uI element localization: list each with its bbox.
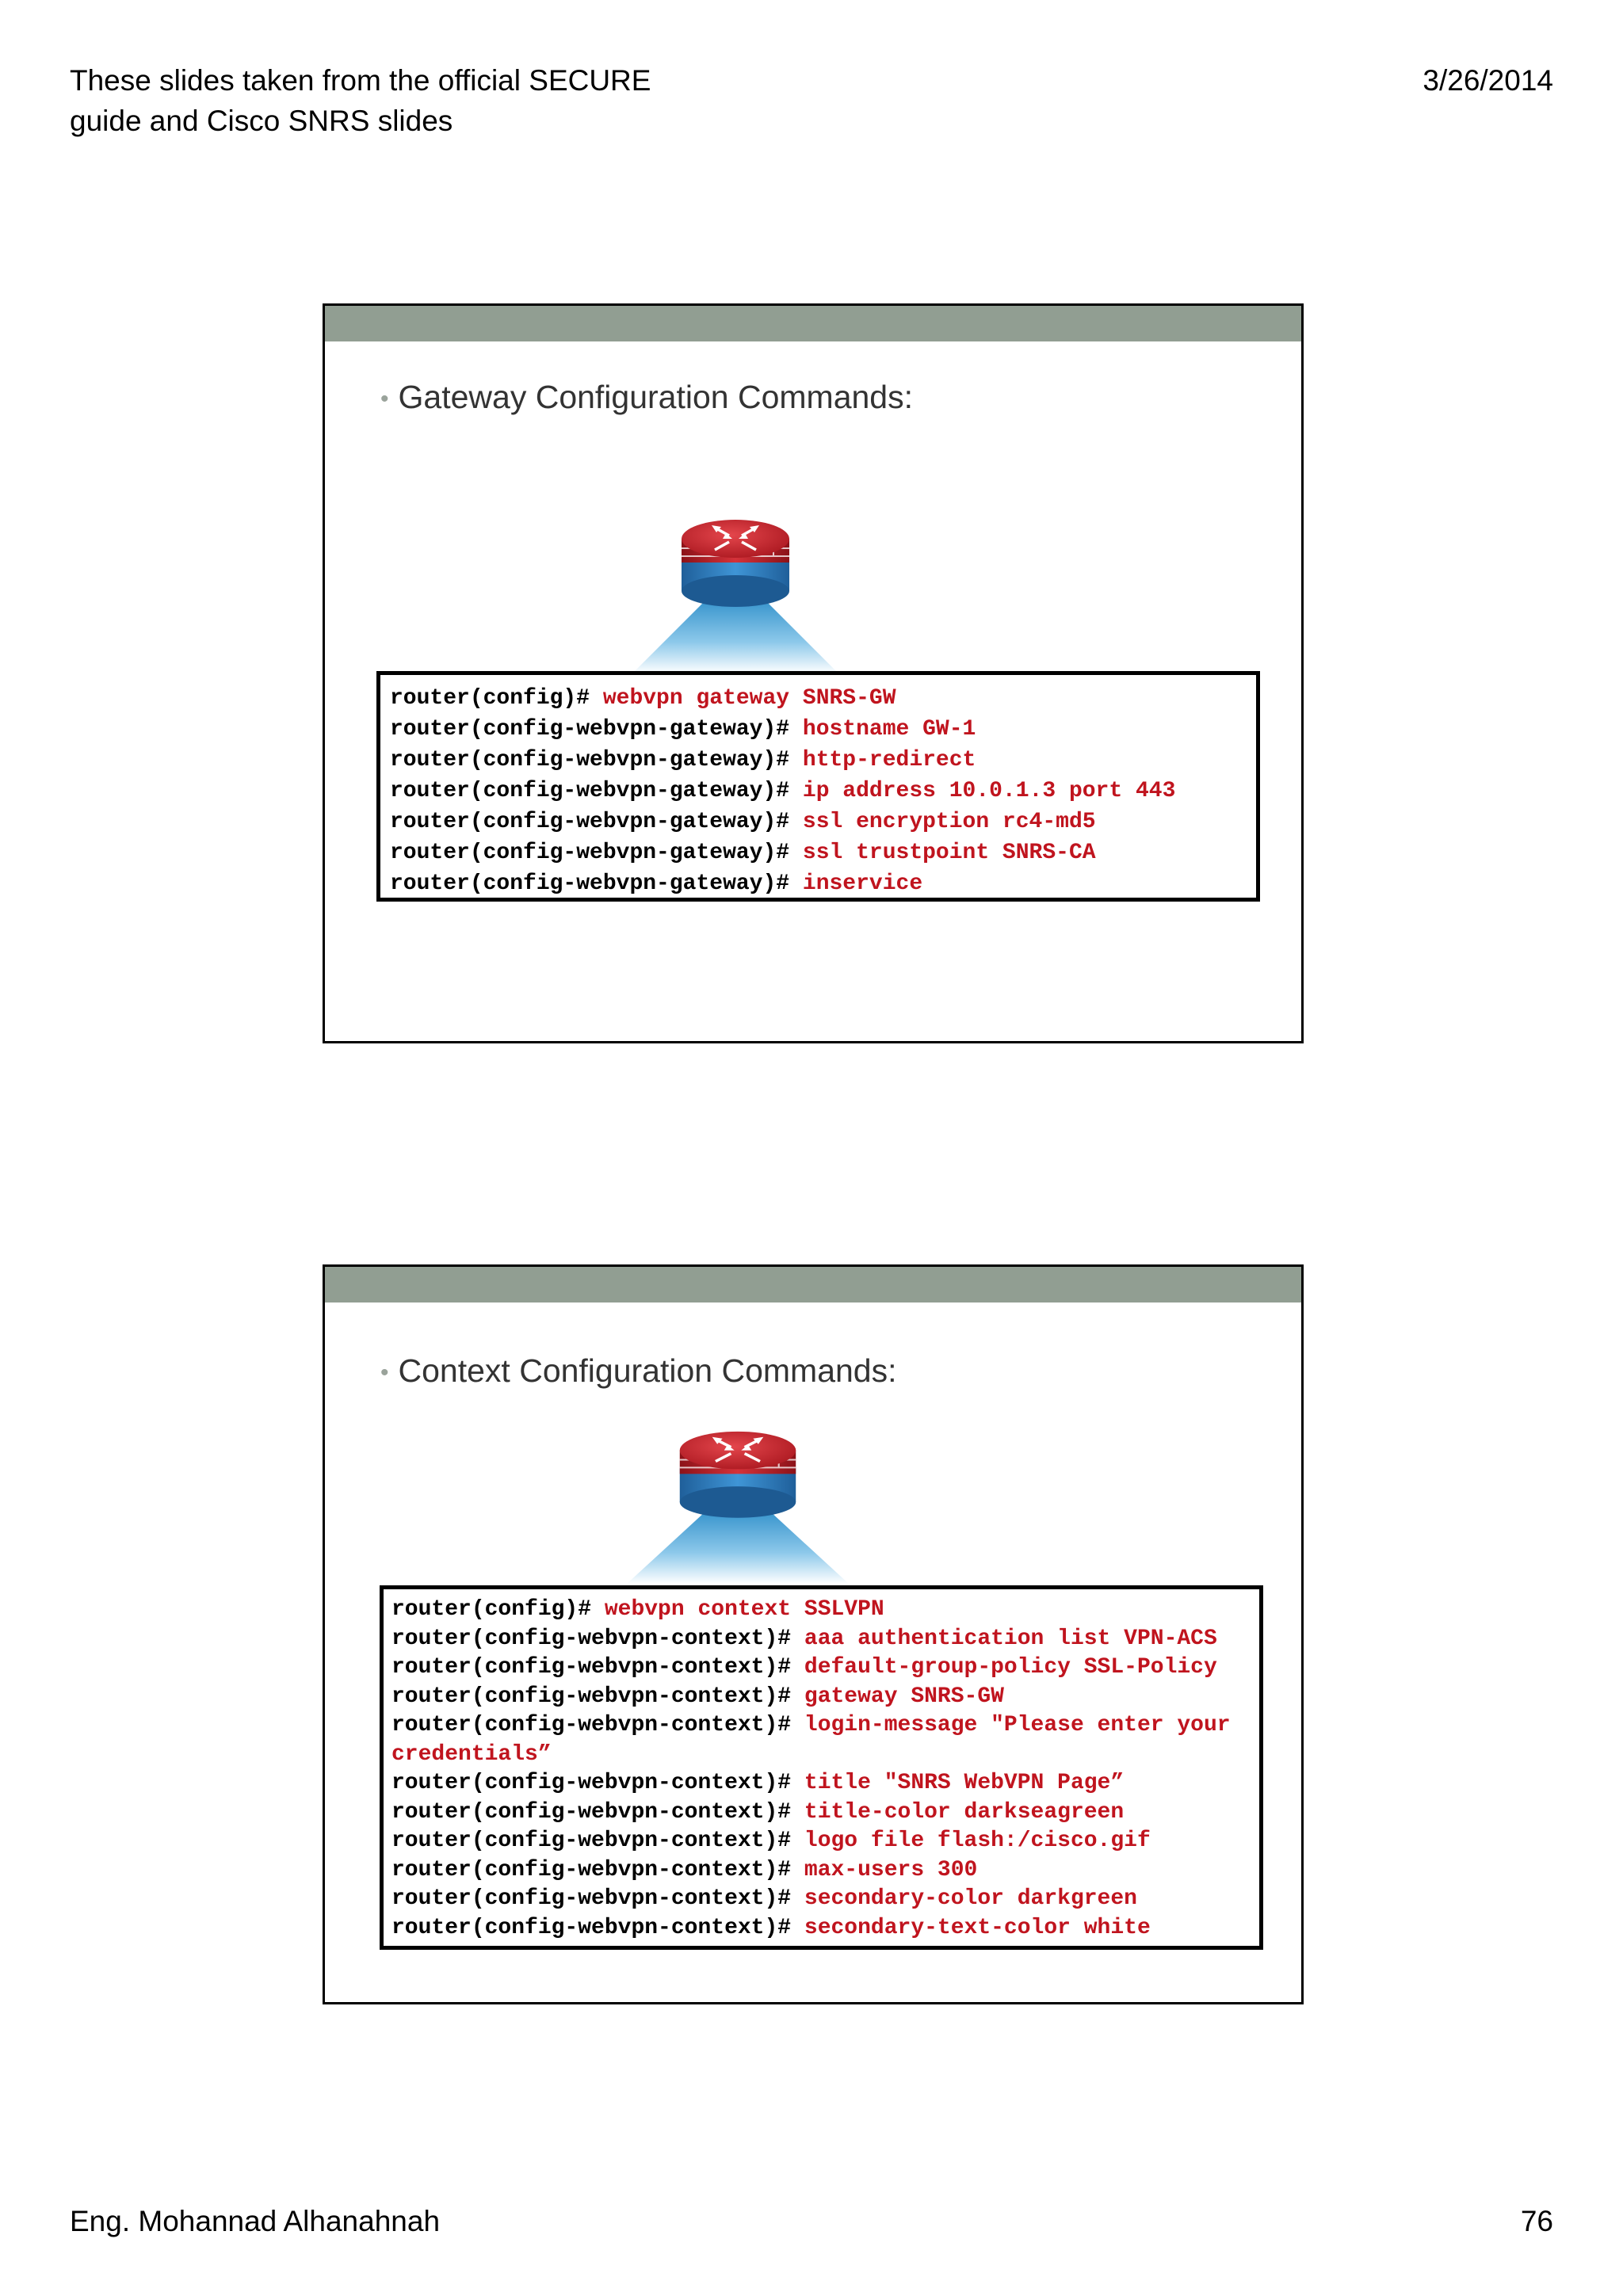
- command-text: ip address 10.0.1.3 port 443: [802, 779, 1176, 803]
- command-prompt: router(config-webvpn-gateway)#: [390, 779, 803, 803]
- command-prompt: router(config-webvpn-context)#: [391, 1771, 804, 1795]
- command-text: default-group-policy SSL-Policy: [804, 1655, 1217, 1680]
- router-firewall-icon: [627, 1419, 849, 1584]
- command-line: [391, 1769, 1259, 1798]
- command-text: ssl trustpoint SNRS-CA: [802, 841, 1096, 865]
- slide-title-bar: [325, 306, 1301, 341]
- slide-title-bar: [325, 1267, 1301, 1302]
- command-text: secondary-color darkgreen: [804, 1886, 1137, 1911]
- command-line: [391, 1827, 1259, 1856]
- header-line-1: These slides taken from the official SECURE: [70, 64, 651, 97]
- command-line: [390, 868, 1256, 899]
- header-date: 3/26/2014: [1423, 64, 1553, 97]
- bullet-dot-icon: •: [380, 386, 389, 413]
- command-text: credentials”: [391, 1741, 552, 1767]
- page-header-title: [70, 60, 651, 141]
- command-line: [390, 714, 1256, 745]
- command-prompt: router(config-webvpn-context)#: [391, 1655, 804, 1680]
- command-prompt: router(config-webvpn-context)#: [391, 1626, 804, 1651]
- command-text: gateway SNRS-GW: [804, 1684, 1004, 1709]
- command-line: [390, 837, 1256, 868]
- command-text: max-users 300: [804, 1857, 978, 1882]
- page-number: 76: [1520, 2205, 1553, 2237]
- command-prompt: router(config-webvpn-context)#: [391, 1829, 804, 1853]
- command-text: login-message "Please enter your: [804, 1713, 1231, 1737]
- command-line: [391, 1711, 1259, 1741]
- command-line: [390, 683, 1256, 714]
- command-line: [390, 776, 1256, 807]
- command-prompt: router(config-webvpn-context)#: [391, 1799, 804, 1825]
- command-line: [390, 807, 1256, 837]
- command-box: [380, 1585, 1263, 1950]
- command-line: [391, 1741, 1259, 1770]
- router-firewall-icon: [632, 507, 838, 673]
- command-text: http-redirect: [802, 748, 976, 772]
- command-prompt: router(config-webvpn-context)#: [391, 1713, 804, 1737]
- command-line: [391, 1596, 1259, 1625]
- slide-gateway-configuration: [323, 303, 1304, 1043]
- command-prompt: router(config-webvpn-gateway)#: [390, 841, 803, 865]
- command-text: webvpn gateway SNRS-GW: [602, 686, 896, 711]
- command-line: [391, 1914, 1259, 1943]
- bullet-text: Gateway Configuration Commands:: [398, 379, 913, 415]
- command-prompt: router(config-webvpn-gateway)#: [390, 810, 803, 834]
- command-prompt: router(config)#: [390, 686, 603, 711]
- command-text: ssl encryption rc4-md5: [802, 810, 1096, 834]
- command-text: inservice: [802, 871, 923, 896]
- command-line: [391, 1625, 1259, 1654]
- command-line: [391, 1683, 1259, 1712]
- command-text: secondary-text-color white: [804, 1915, 1151, 1940]
- bullet-text: Context Configuration Commands:: [398, 1352, 897, 1389]
- command-text: title-color darkseagreen: [804, 1799, 1125, 1825]
- command-prompt: router(config-webvpn-context)#: [391, 1915, 804, 1940]
- footer-author: Eng. Mohannad Alhanahnah: [70, 2205, 441, 2237]
- slide-bullet: [380, 1351, 897, 1393]
- command-prompt: router(config-webvpn-context)#: [391, 1886, 804, 1911]
- command-line: [391, 1885, 1259, 1914]
- command-box: [376, 671, 1260, 902]
- slide-context-configuration: [323, 1264, 1304, 2004]
- command-line: [391, 1653, 1259, 1683]
- command-prompt: router(config-webvpn-gateway)#: [390, 717, 803, 742]
- command-text: logo file flash:/cisco.gif: [804, 1829, 1151, 1853]
- header-line-2: guide and Cisco SNRS slides: [70, 105, 453, 137]
- command-prompt: router(config-webvpn-context)#: [391, 1857, 804, 1882]
- command-text: webvpn context SSLVPN: [604, 1597, 884, 1622]
- command-text: title "SNRS WebVPN Page”: [804, 1771, 1125, 1795]
- command-prompt: router(config-webvpn-gateway)#: [390, 871, 803, 896]
- bullet-dot-icon: •: [380, 1360, 389, 1386]
- command-prompt: router(config-webvpn-gateway)#: [390, 748, 803, 772]
- command-text: hostname GW-1: [802, 717, 976, 742]
- command-line: [390, 745, 1256, 776]
- command-line: [391, 1798, 1259, 1828]
- slide-bullet: [380, 377, 913, 419]
- command-prompt: router(config-webvpn-context)#: [391, 1684, 804, 1709]
- command-line: [391, 1856, 1259, 1886]
- command-text: aaa authentication list VPN-ACS: [804, 1626, 1217, 1651]
- command-prompt: router(config)#: [391, 1597, 605, 1622]
